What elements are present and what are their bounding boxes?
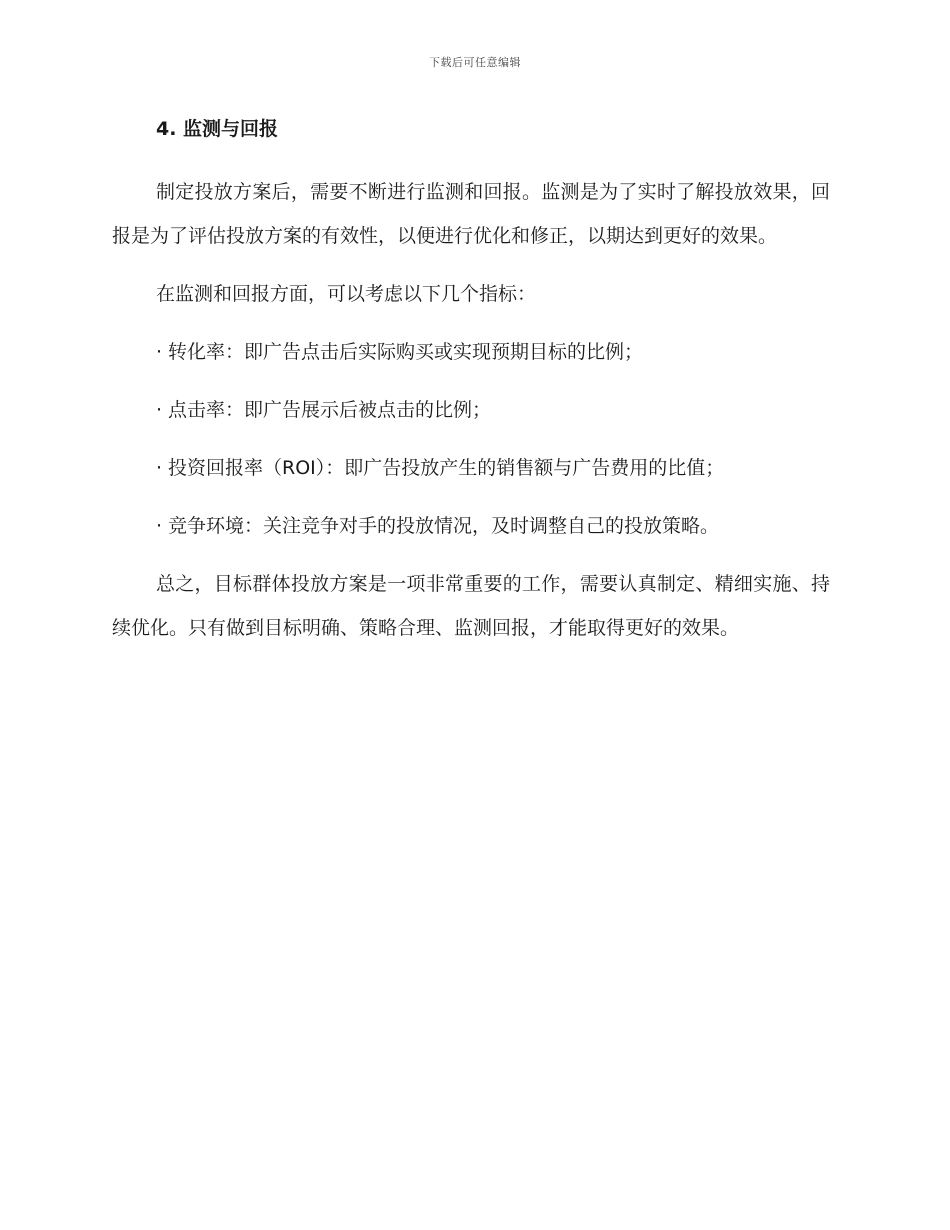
page-header: 下载后可任意编辑 <box>429 56 521 69</box>
bullet-marker: · <box>156 515 163 537</box>
bullet-text: 转化率：即广告点击后实际购买或实现预期目标的比例； <box>168 341 644 363</box>
bullet-item-conversion-rate <box>112 330 830 374</box>
intro-paragraph: 制定投放方案后，需要不断进行监测和回报。监测是为了实时了解投放效果，回报是为了评估投放方案的有效性，以便进行优化和修正，以期达到更好的效果。 <box>112 181 830 247</box>
bullet-text: 投资回报率（ROI）：即广告投放产生的销售额与广告费用的比值； <box>168 457 725 479</box>
bullet-marker: · <box>156 457 163 479</box>
bullet-item-click-rate <box>112 388 830 432</box>
bullet-marker: · <box>156 399 163 421</box>
bullet-marker: · <box>156 341 163 363</box>
bullet-item-competition <box>112 504 830 548</box>
conclusion-paragraph: 总之，目标群体投放方案是一项非常重要的工作，需要认真制定、精细实施、持续优化。只有做到目标明确、策略合理、监测回报，才能取得更好的效果。 <box>112 573 830 639</box>
bullet-text: 点击率：即广告展示后被点击的比例； <box>168 399 492 421</box>
document-body <box>112 112 830 650</box>
bullet-item-roi <box>112 446 830 490</box>
section-heading: 4. 监测与回报 <box>156 118 279 140</box>
lead-paragraph: 在监测和回报方面，可以考虑以下几个指标： <box>156 283 537 305</box>
bullet-text: 竞争环境：关注竞争对手的投放情况，及时调整自己的投放策略。 <box>168 515 720 537</box>
